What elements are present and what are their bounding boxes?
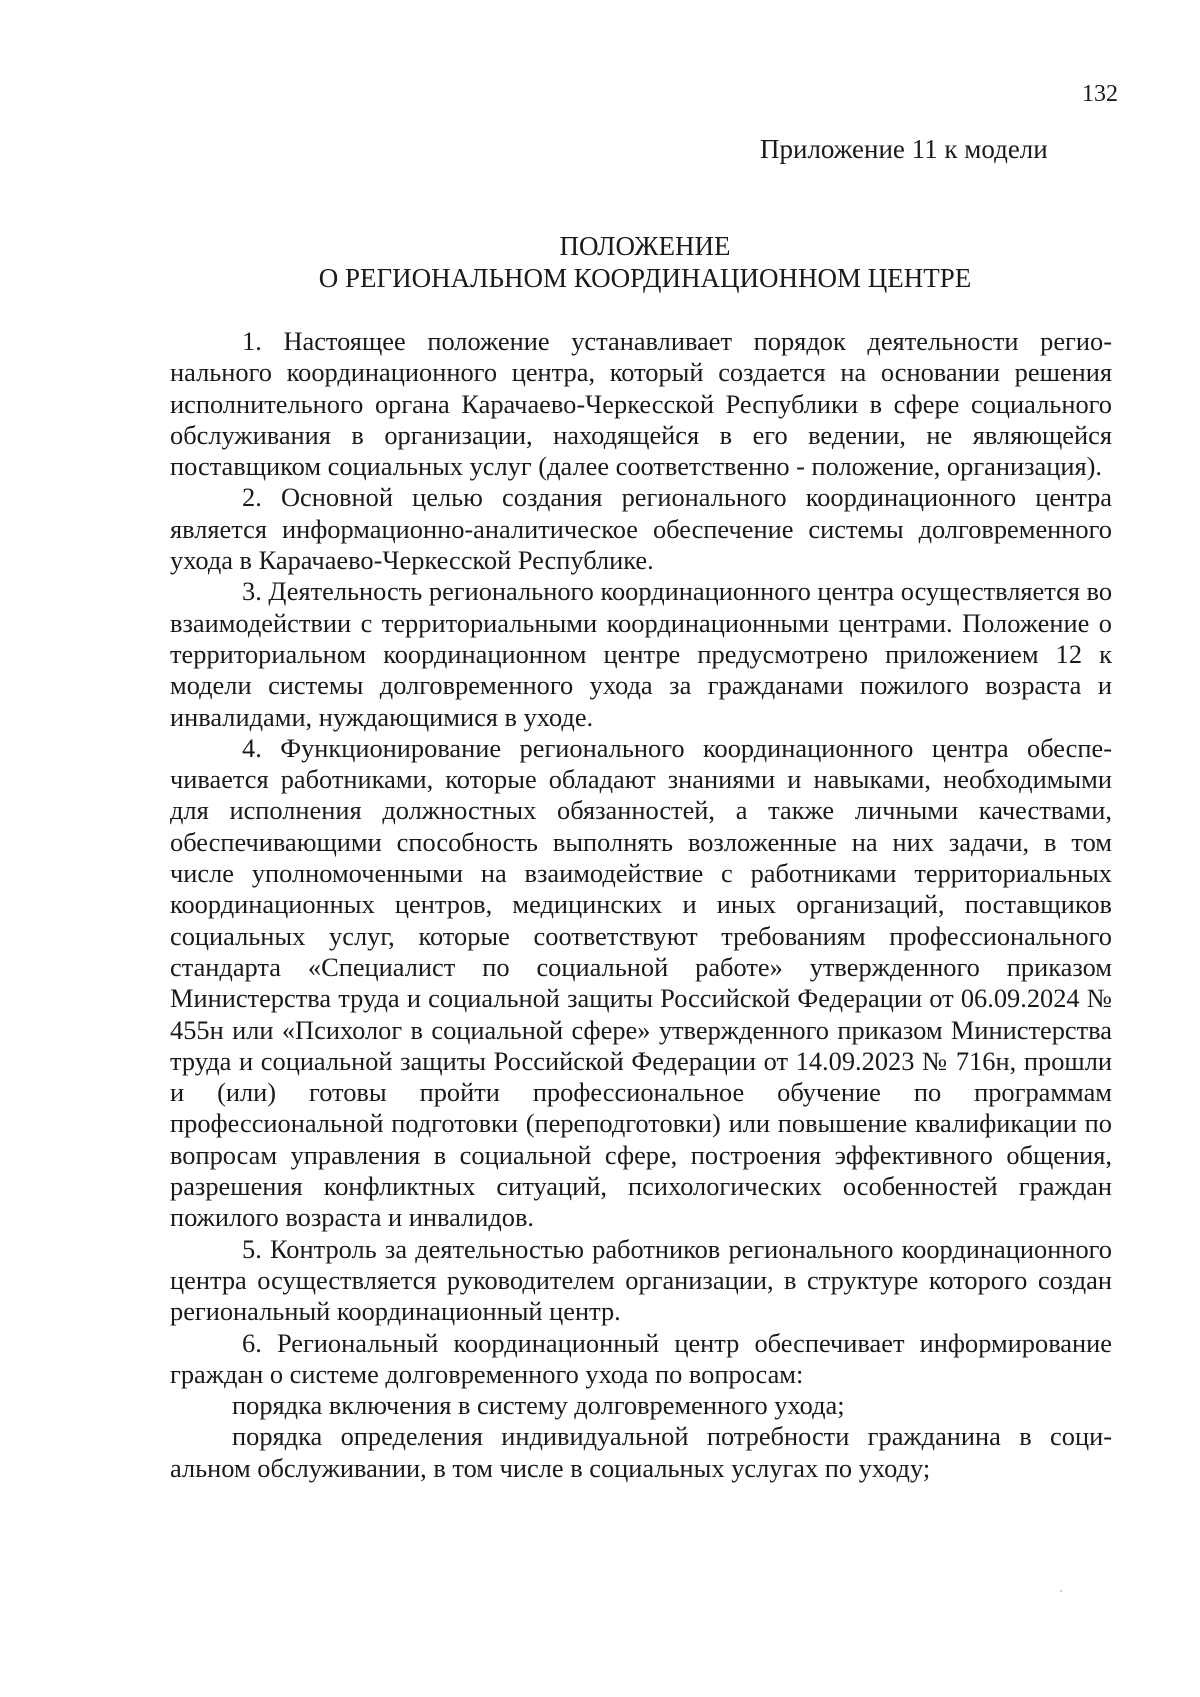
appendix-reference: Приложение 11 к модели bbox=[760, 134, 1048, 164]
title-line-2: О РЕГИОНАЛЬНОМ КООРДИНАЦИОННОМ ЦЕНТРЕ bbox=[318, 263, 972, 293]
paragraph-4: 4. Функционирование регионального координационного центра обеспечивается работниками, которые обладают знаниями и навыками, необходимыми для исполнения должностных обязанностей, а также личными качествами, обеспечивающими способность выполнять возложенные на них задачи, в том числе уполномоченными на взаимодействие с работниками территориальных координационных центров, медицинских и иных организаций, поставщиков социальных услуг, которые соответствуют требованиям профессионального стандарта «Специалист по социальной работе» утвержденного приказом Министерства труда и социальной защиты Российской Федерации от 06.09.2024 № 455н или «Психолог в социальной сфере» утвержденного приказом Министерства труда и социальной защиты Российской Федерации от 14.09.2023 № 716н, прошли и (или) готовы пройти профессиональное обучение по программам профессиональной подготовки (переподготовки) или повышение квалификации по вопросам управления в социальной сфере, построения эффективного общения, разрешения конфликтных ситуаций, психологических особенностей граждан пожилого возраста и инвалидов. bbox=[170, 732, 1112, 1233]
paragraph-2: 2. Основной целью создания регионального координационного центра является информационно-аналитическое обеспечение системы долговременного ухода в Карачаево-Черкесской Республике. bbox=[170, 482, 1112, 576]
paragraph-3: 3. Деятельность регионального координационного центра осуществляется во взаимодействии с территориальными координационными центрами. Положение о территориальном координационном центре предусмотрено приложением 12 к модели системы долговременного ухода за гражданами пожилого возраста и инвалидами, нуждающимися в уходе. bbox=[170, 576, 1113, 732]
list-item-2: порядка определения индивидуальной потребности гражданина в социальном обслуживании, в том числе в социальных услугах по уходу; bbox=[170, 1421, 1112, 1483]
document-title bbox=[170, 230, 1120, 294]
document-body bbox=[170, 326, 1112, 1484]
page-number: 132 bbox=[1082, 81, 1118, 107]
paragraph-1: 1. Настоящее положение устанавливает порядок деятельности регионального координационного центра, который создается на основании решения исполнительного органа Карачаево-Черкесской Республики в сфере социального обслуживания в организации, находящейся в его ведении, не являющейся поставщиком социальных услуг (далее соответственно - положение, организация). bbox=[170, 326, 1112, 482]
paragraph-5: 5. Контроль за деятельностью работников регионального координационного центра осуществляется руководителем организации, в структуре которого создан региональный координационный центр. bbox=[170, 1233, 1112, 1327]
paragraph-6: 6. Региональный координационный центр обеспечивает информирование граждан о системе долговременного ухода по вопросам: bbox=[170, 1327, 1112, 1389]
title-line-1: ПОЛОЖЕНИЕ bbox=[559, 231, 731, 261]
list-item-1: порядка включения в систему долговременного ухода; bbox=[232, 1390, 845, 1421]
scan-speck bbox=[1060, 1590, 1062, 1592]
